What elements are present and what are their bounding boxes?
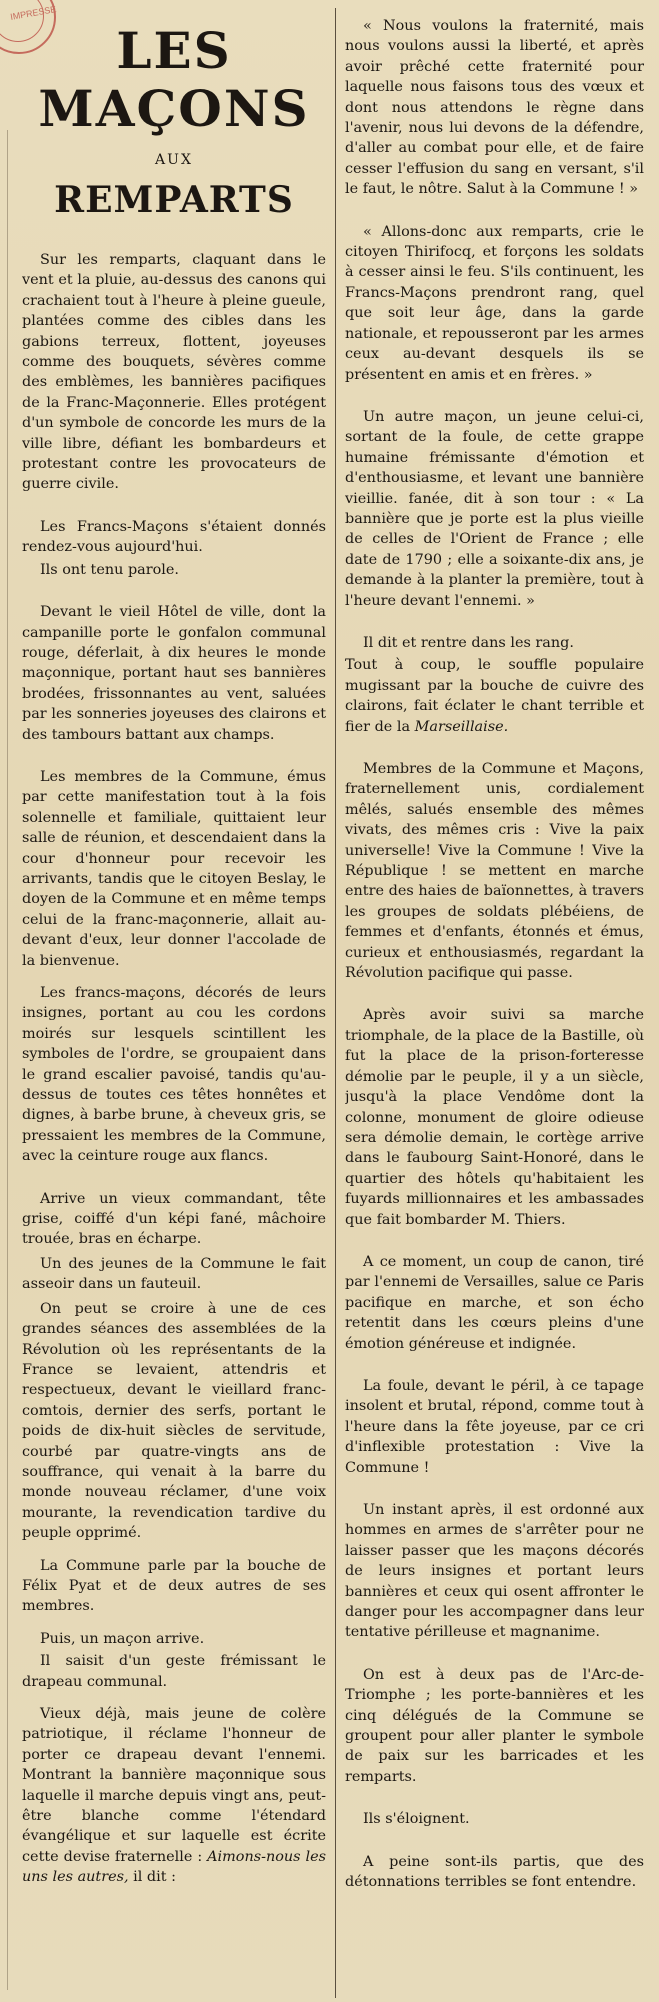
paragraph: Après avoir suivi sa marche triomphale, de la place de la Bastille, où fut la place de la prison-forteresse démolie par le peuple, il y a un siècle, jusqu'à la place Vendôme dont la colonne, monument de gloire odieuse sera démolie demain, le cortège arrive dans le faubourg Saint-Honoré, dans le quartier des hôtels qu'habitaient les fuyards millionnaires et les ambassades que fait bombarder M. Thiers. bbox=[345, 1007, 644, 1228]
headline-aux: AUX bbox=[155, 152, 193, 168]
paragraph: On est à deux pas de l'Arc-de-Triomphe ; les porte-bannières et les cinq délégués de la Commune se groupent pour aller planter le symbole de paix sur les barricades et les remparts. bbox=[345, 1666, 644, 1785]
paragraph: Membres de la Commune et Maçons, fraternellement unis, cordialement mêlés, salués ensemble des mêmes vivats, des mêmes cris : Vive la paix universelle! Vive la Commune ! Vive la République ! se mettent en marche entre des haies de baïonnettes, à travers les groupes de soldats plébéiens, de femmes et d'enfants, étonnés et émus, curieux et enthousiasmés, regardant la Révolution pacifique qui passe. bbox=[345, 761, 644, 982]
paragraph: A ce moment, un coup de canon, tiré par l'ennemi de Versailles, salue ce Paris pacifique en marche, et son écho retentit dans les cœurs pleins d'une émotion généreuse et indignée. bbox=[345, 1253, 644, 1352]
paragraph: Puis, un maçon arrive. bbox=[40, 1630, 205, 1647]
marseillaise-text: Marseillaise. bbox=[414, 718, 509, 735]
left-column bbox=[22, 16, 326, 1996]
paragraph: A peine sont-ils partis, que des détonnations terribles se font entendre. bbox=[345, 1853, 644, 1891]
page-edge-rule bbox=[7, 130, 8, 1990]
paragraph: On peut se croire à une de ces grandes séances des assemblées de la Révolution où les représentants de la France se levaient, attendris et respectueux, devant le vieillard franc-comtois, dernier des serfs, portant le poids de dix-huit siècles de servitude, courbé par quatre-vingts ans de souffrance, qui venait à la barre du monde nouveau réclamer, d'une voix mourante, la revendication tardive du peuple opprimé. bbox=[22, 1300, 326, 1542]
paragraph: Un autre maçon, un jeune celui-ci, sortant de la foule, de cette grappe humaine frémissante d'émotion et d'enthousiasme, et levant une bannière vieillie. fanée, dit à son tour : « La bannière que je porte est la plus vieille de celles de l'Orient de France ; elle date de 1790 ; elle a soixante-dix ans, je demande à la planter la première, tout à l'heure devant l'ennemi. » bbox=[345, 408, 644, 609]
motto-text: Aimons-nous les uns les autres, bbox=[22, 1848, 326, 1886]
headline-subtitle: REMPARTS bbox=[54, 179, 294, 221]
paragraph: Il dit et rentre dans les rang. bbox=[363, 634, 574, 651]
paragraph-text: Vieux déjà, mais jeune de colère patriotique, il réclame l'honneur de porter ce drapeau devant l'ennemi. Montrant la bannière maçonnique sous laquelle il marche depuis vingt ans, peut-être blanche comme l'étendard évangélique et sur laquelle est écrite cette devise fraternelle : bbox=[22, 1706, 326, 1865]
right-column bbox=[345, 16, 644, 1996]
paragraph: Ils s'éloignent. bbox=[363, 1811, 470, 1828]
paragraph: Un instant après, il est ordonné aux hommes en armes de s'arrêter pour ne laisser passer que les maçons décorés de leurs insignes et portant leurs bannières et ceux qui osent affronter le danger pour les accompagner dans leur tentative périlleuse et magnanime. bbox=[345, 1502, 644, 1641]
paragraph: Devant le vieil Hôtel de ville, dont la campanille porte le gonfalon communal rouge, déferlait, à dix heures le monde maçonnique, portant haut ses bannières brodées, frissonnantes au vent, saluées par les sonneries joyeuses des clairons et des tambours battant aux champs. bbox=[22, 604, 326, 743]
paragraph: « Allons-donc aux remparts, crie le citoyen Thirifocq, et forçons les soldats à cesser ainsi le feu. S'ils continuent, les Francs-Maçons prendront rang, quel que soit leur âge, dans la garde nationale, et repousseront par les armes ceux au-devant desquels ils se présentent en amis et en frères. » bbox=[345, 223, 644, 383]
paragraph: La foule, devant le péril, à ce tapage insolent et brutal, répond, comme tout à l'heure dans la fête joyeuse, par ce cri d'inflexible protestation : Vive la Commune ! bbox=[345, 1377, 644, 1476]
paragraph: Sur les remparts, claquant dans le vent et la pluie, au-dessus des canons qui crachaient tout à l'heure à pleine gueule, plantées comme des cibles dans les gabions terreux, flottent, joyeuses comme des bouquets, sévères comme des emblèmes, les bannières pacifiques de la Franc-Maçonnerie. Elles protégent d'un symbole de concorde les murs de la ville libre, défiant les bombardeurs et protestant contre les provocateurs de guerre civile. bbox=[22, 252, 326, 493]
headline-title: LES MAÇONS bbox=[38, 21, 310, 138]
paragraph: « Nous voulons la fraternité, mais nous voulons aussi la liberté, et après avoir prêché cette fraternité pour laquelle nous faisons tous des vœux et dont nous attendons le règne dans l'avenir, nous lui devons de la défendre, d'aller au combat pour elle, et de faire cesser l'effusion du sang en versant, s'il le faut, le nôtre. Salut à la Commune ! » bbox=[345, 18, 644, 198]
paragraph: Les francs-maçons, décorés de leurs insignes, portant au cou les cordons moirés sur lesquels scintillent les symboles de l'ordre, se groupaient dans le grand escalier pavoisé, tandis qu'au-dessus de toutes ces têtes honnêtes et dignes, à barbe brune, à cheveux gris, se pressaient les membres de la Commune, avec la ceinture rouge aux flancs. bbox=[22, 985, 326, 1165]
paragraph-text: il dit : bbox=[133, 1869, 176, 1886]
paragraph: Ils ont tenu parole. bbox=[40, 561, 179, 578]
paragraph: Un des jeunes de la Commune le fait asseoir dans un fauteuil. bbox=[22, 1255, 326, 1293]
paragraph: Il saisit d'un geste frémissant le drapeau communal. bbox=[22, 1653, 326, 1690]
paragraph bbox=[345, 655, 644, 737]
paragraph: Les Francs-Maçons s'étaient donnés rendez-vous aujourd'hui. bbox=[22, 518, 326, 556]
paragraph bbox=[22, 1704, 326, 1888]
column-divider bbox=[335, 8, 336, 1998]
paragraph: Les membres de la Commune, émus par cette manifestation tout à la fois solennelle et familiale, quittaient leur salle de réunion, et descendaient dans la cour d'honneur pour recevoir les arrivants, tandis que le citoyen Beslay, le doyen de la Commune et en même temps celui de la franc-maçonnerie, allait au-devant d'eux, leur donner l'accolade de la bienvenue. bbox=[22, 768, 326, 969]
paragraph: Arrive un vieux commandant, tête grise, coiffé d'un képi fané, mâchoire trouée, bras en écharpe. bbox=[22, 1190, 326, 1248]
paragraph-text: Tout à coup, le souffle populaire mugissant par la bouche de cuivre des clairons, fait éclater le chant terrible et fier de la bbox=[345, 657, 644, 735]
stamp-text: IMPRESSE bbox=[9, 4, 58, 22]
paragraph: La Commune parle par la bouche de Félix Pyat et de deux autres de ses membres. bbox=[22, 1557, 326, 1615]
